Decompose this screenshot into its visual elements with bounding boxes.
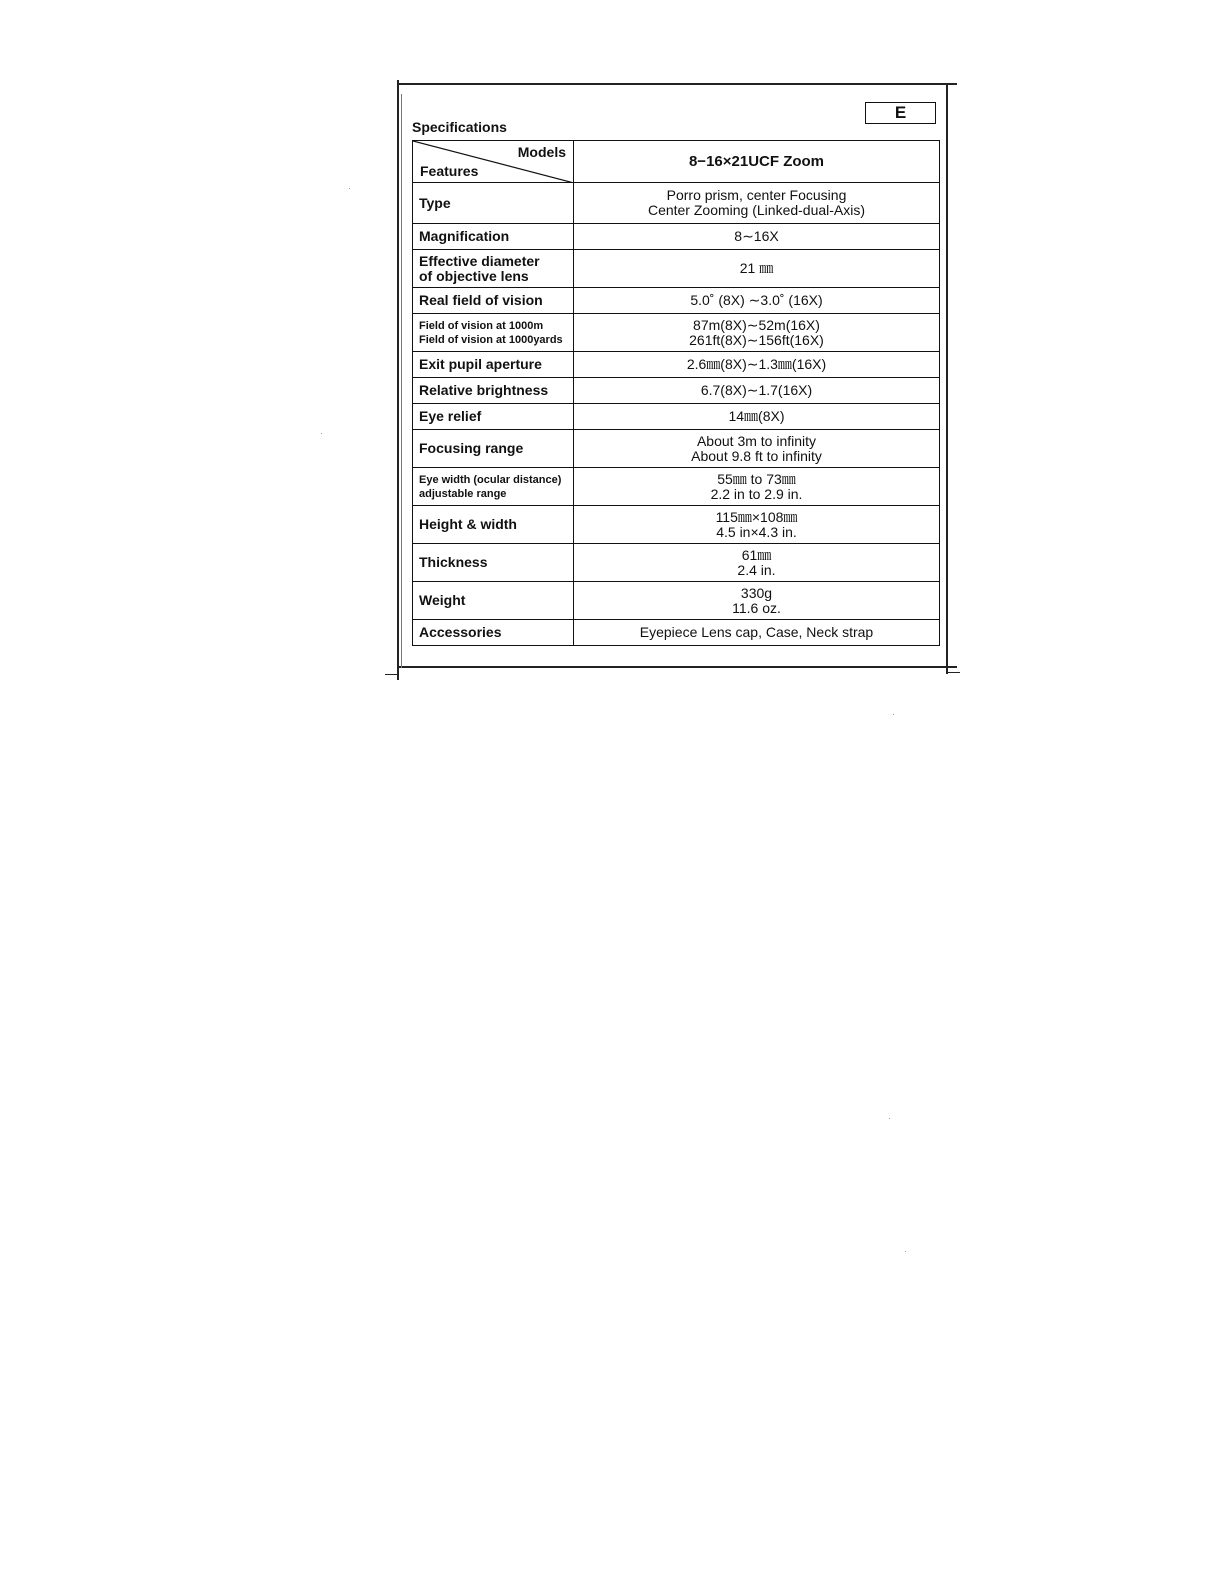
feature-label: Accessories (419, 624, 502, 640)
value-cell (574, 582, 940, 620)
spec-value: 55㎜ to 73㎜ (717, 470, 796, 487)
table-row (413, 314, 940, 352)
spec-value: 11.6 oz. (732, 599, 781, 616)
feature-cell (413, 183, 574, 224)
spec-value: Eyepiece Lens cap, Case, Neck strap (639, 624, 874, 640)
spec-value: 6.7(8X)∼1.7(16X) (700, 382, 813, 398)
feature-cell (413, 404, 574, 430)
section-title: Specifications (412, 119, 507, 135)
spec-value: 4.5 in×4.3 in. (716, 523, 797, 540)
spec-value: 87m(8X)∼52m(16X) (693, 316, 820, 333)
feature-label: Focusing range (419, 440, 524, 456)
spec-value: Porro prism, center Focusing (666, 187, 847, 203)
scan-speck (889, 1118, 890, 1119)
feature-cell (413, 288, 574, 314)
spec-value: 8∼16X (734, 228, 779, 244)
feature-label: Field of vision at 1000m (419, 319, 544, 332)
feature-label: adjustable range (419, 487, 507, 500)
spec-value: About 9.8 ft to infinity (691, 447, 822, 464)
value-cell (574, 430, 940, 468)
feature-label: Real field of vision (419, 292, 543, 308)
feature-cell (413, 506, 574, 544)
feature-cell (413, 620, 574, 646)
scan-speck (349, 188, 350, 189)
spec-sheet (402, 84, 960, 667)
spec-table (412, 140, 940, 646)
table-row (413, 468, 940, 506)
feature-label: of objective lens (419, 267, 529, 284)
feature-label: Effective diameter (419, 252, 540, 269)
value-cell (574, 314, 940, 352)
value-cell (574, 506, 940, 544)
spec-value: About 3m to infinity (696, 432, 817, 449)
spec-value: 2.6㎜(8X)∼1.3㎜(16X) (686, 356, 827, 372)
features-label: Features (420, 163, 479, 179)
feature-label: Exit pupil aperture (419, 356, 542, 372)
frame-left-border (397, 80, 399, 680)
spec-value: 2.4 in. (737, 561, 776, 578)
table-row (413, 430, 940, 468)
feature-label: Height & width (419, 516, 517, 532)
spec-value: 2.2 in to 2.9 in. (710, 485, 803, 502)
language-badge: E (865, 102, 936, 124)
value-cell (574, 250, 940, 288)
feature-label: Eye relief (419, 408, 482, 424)
value-cell (574, 352, 940, 378)
spec-value: Center Zooming (Linked-dual-Axis) (647, 202, 866, 218)
feature-cell (413, 582, 574, 620)
spec-value: 61㎜ (741, 546, 772, 563)
scan-speck (321, 433, 322, 434)
feature-cell (413, 224, 574, 250)
feature-cell (413, 352, 574, 378)
spec-value: 5.0˚ (8X) ∼3.0˚ (16X) (690, 292, 823, 308)
spec-value: 14㎜(8X) (728, 408, 785, 424)
value-cell (574, 224, 940, 250)
crop-mark-right (946, 672, 960, 673)
spec-value: 115㎜×108㎜ (715, 508, 798, 525)
feature-cell (413, 468, 574, 506)
table-header-row (413, 141, 940, 183)
table-row (413, 506, 940, 544)
spec-value: 261ft(8X)∼156ft(16X) (689, 331, 824, 348)
feature-label: Weight (419, 592, 466, 608)
value-cell (574, 544, 940, 582)
table-row (413, 288, 940, 314)
table-row (413, 224, 940, 250)
value-cell (574, 183, 940, 224)
feature-cell (413, 430, 574, 468)
value-cell (574, 288, 940, 314)
feature-cell (413, 544, 574, 582)
feature-label: Magnification (419, 228, 510, 244)
feature-label: Type (419, 194, 451, 211)
value-cell (574, 468, 940, 506)
table-row (413, 183, 940, 224)
feature-cell (413, 250, 574, 288)
table-row (413, 250, 940, 288)
spec-value: 330g (740, 584, 773, 601)
feature-cell (413, 378, 574, 404)
table-row (413, 620, 940, 646)
table-row (413, 352, 940, 378)
table-row (413, 404, 940, 430)
value-cell (574, 620, 940, 646)
value-cell (574, 404, 940, 430)
feature-label: Relative brightness (419, 382, 549, 398)
crop-mark-left (385, 674, 399, 675)
scan-speck (905, 1251, 906, 1252)
scan-speck (893, 714, 894, 715)
table-row (413, 582, 940, 620)
models-label: Models (517, 144, 566, 160)
feature-label: Eye width (ocular distance) (419, 473, 562, 486)
feature-label: Field of vision at 1000yards (419, 333, 563, 346)
spec-value: 21 ㎜ (739, 260, 774, 276)
feature-label: Thickness (419, 554, 488, 570)
table-row (413, 544, 940, 582)
header-corner-cell (413, 141, 574, 183)
feature-cell (413, 314, 574, 352)
table-row (413, 378, 940, 404)
model-name: 8−16×21UCF Zoom (574, 141, 940, 183)
value-cell (574, 378, 940, 404)
